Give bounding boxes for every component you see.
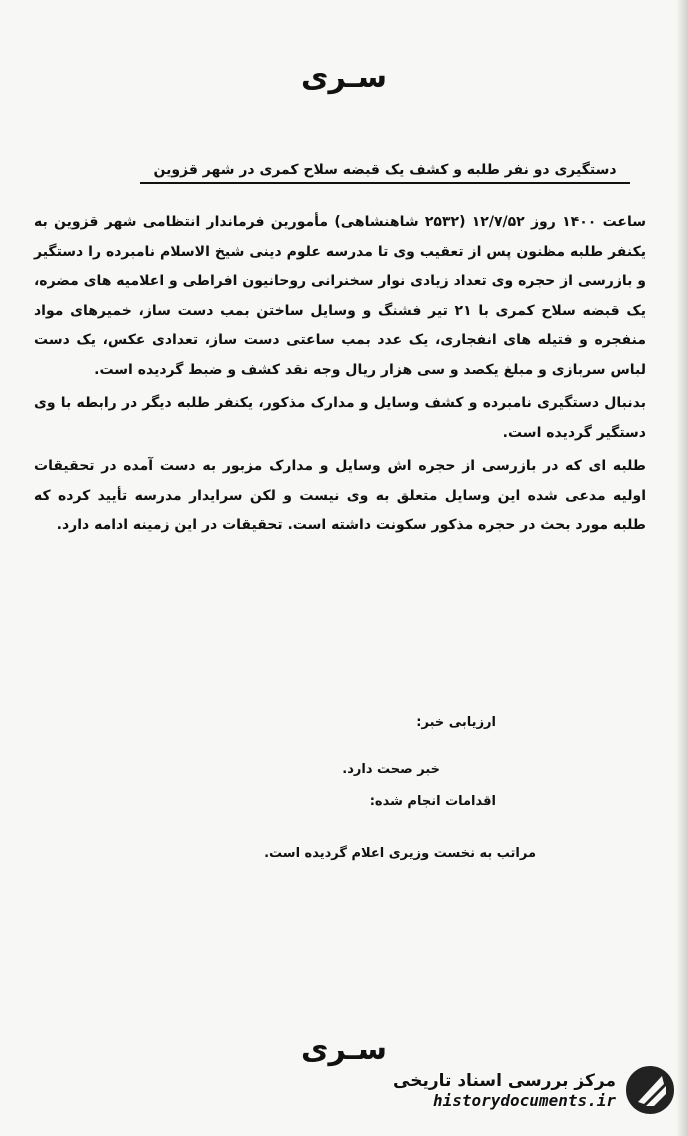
watermark-text [393,1071,616,1110]
document-body [34,208,646,541]
archive-logo-icon [622,1062,678,1118]
classification-header: سـری [301,60,387,95]
page-edge-shadow [676,0,688,1136]
document-subject: دستگیری دو نفر طلبه و کشف یک قبضه سلاح کمری در شهر قزوین [140,162,630,184]
assessment-value: خبر صحت دارد. [342,762,440,777]
watermark-name: مرکز بررسی اسناد تاریخی [393,1070,616,1091]
actions-label: اقدامات انجام شده: [369,794,496,809]
assessment-label: ارزیابی خبر: [416,715,496,730]
body-paragraph-3: طلبه ای که در بازرسی از حجره اش وسایل و مدارک مزبور به دست آمده در تحقیقات اولیه مدعی شده این وسایل متعلق به وی نیست و لکن سرایدار مدرسه تأیید کرده که طلبه مورد بحث در حجره مذکور سکونت داشته است. تحقیقات در این زمینه ادامه دارد. [34,458,646,533]
body-paragraph-2: بدنبال دستگیری نامبرده و کشف وسایل و مدارک مذکور، یکنفر طلبه دیگر در رابطه با وی دستگیر گردیده است. [34,395,646,441]
actions-value: مراتب به نخست وزیری اعلام گردیده است. [264,846,536,861]
classification-footer: سـری [301,1032,387,1067]
watermark-site: historydocuments.ir [432,1090,616,1110]
watermark [378,1052,678,1128]
body-paragraph-1: ساعت ۱۴۰۰ روز ۱۲/۷/۵۲ (۲۵۳۲ شاهنشاهی) مأمورین فرماندار انتظامی شهر قزوین به یکنفر طلبه مظنون پس از تعقیب وی تا مدرسه علوم دینی شیخ الاسلام نامبرده را دستگیر و بازرسی از حجره وی تعداد زیادی نوار سخنرانی روحانیون افراطی و اعلامیه های مضره، یک قبضه سلاح کمری با ۲۱ تیر فشنگ و وسایل ساختن بمب دست ساز، خمیرهای مواد منفجره و فتیله های انفجاری، یک عدد بمب ساعتی دست ساز، تعدادی عکس، یک دست لباس سربازی و مبلغ یکصد و سی هزار ریال وجه نقد کشف و ضبط گردیده است. [33,214,646,378]
